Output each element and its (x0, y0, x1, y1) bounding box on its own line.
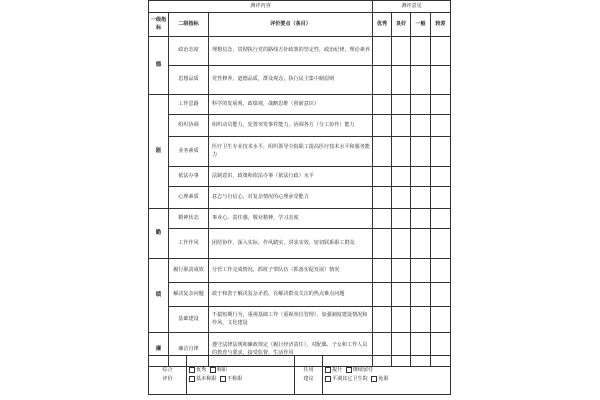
criteria-description-cell: 医疗卫生专业技术水平，组织领导全院职工提高医疗技术水平和服务能力 (209, 137, 373, 167)
criteria-description-cell: 不搞短期行为，重视基础工作（重视单位管理），加强制度建设情况和作风，文化建设 (209, 307, 373, 333)
criteria-row (149, 209, 451, 229)
criteria-description-cell: 组织动员能力，处置突发事件能力，协调各方（分工协作）能力 (209, 115, 373, 137)
sub-indicator-cell: 依法办事 (169, 167, 209, 187)
rating-cell-poor[interactable] (431, 115, 451, 137)
rating-cell-average[interactable] (411, 137, 431, 167)
rating-cell-excellent[interactable] (373, 137, 392, 167)
rating-cell-good[interactable] (392, 283, 411, 307)
category-cell: 廉 (149, 333, 169, 367)
criteria-row (149, 307, 451, 333)
sub-indicator-cell: 心理素质 (169, 187, 209, 209)
points-header: 评价要点（条目） (209, 13, 373, 37)
overall-option-competent[interactable]: 称职 (210, 366, 227, 375)
rating-cell-poor[interactable] (431, 95, 451, 115)
criteria-row (149, 95, 451, 115)
rating-cell-average[interactable] (411, 307, 431, 333)
criteria-description-cell: 党性修养，道德品质，群众观念，执行民主集中制原则 (209, 66, 373, 95)
rating-cell-poor[interactable] (431, 66, 451, 95)
criteria-row (149, 115, 451, 137)
rating-cell-poor[interactable] (431, 137, 451, 167)
rating-cell-good[interactable] (392, 37, 411, 66)
appoint-option-promote[interactable]: 提升 (325, 366, 342, 375)
overall-option-basic[interactable]: 基本称职 (189, 375, 216, 384)
rating-cell-poor[interactable] (431, 37, 451, 66)
criteria-row (149, 137, 451, 167)
rating-cell-excellent[interactable] (373, 167, 392, 187)
overall-evaluation-label: 综合 评价 (149, 356, 187, 395)
sub-indicator-cell: 精神状态 (169, 209, 209, 229)
rating-cell-excellent[interactable] (373, 66, 392, 95)
rating-cell-average[interactable] (411, 229, 431, 259)
evaluation-form (148, 0, 450, 400)
criteria-row (149, 283, 451, 307)
criteria-row (149, 259, 451, 283)
category-cell: 能 (149, 95, 169, 209)
criteria-row (149, 229, 451, 259)
rating-header-excellent: 优秀 (373, 13, 392, 37)
overall-option-excellent[interactable]: 优秀 (189, 366, 206, 375)
rating-cell-good[interactable] (392, 259, 411, 283)
rating-cell-excellent[interactable] (373, 283, 392, 307)
sub-indicator-cell: 解决复杂问题 (169, 283, 209, 307)
rating-header-good: 良好 (392, 13, 411, 37)
rating-cell-excellent[interactable] (373, 37, 392, 66)
appoint-option-dismiss[interactable]: 免职 (371, 375, 388, 384)
criteria-description-cell: 团结协作，深入实际，作风踏实，讲求实效，密切联系职工群众 (209, 229, 373, 259)
rating-cell-excellent[interactable] (373, 209, 392, 229)
rating-cell-excellent[interactable] (373, 187, 392, 209)
rating-cell-poor[interactable] (431, 307, 451, 333)
checkbox-icon[interactable] (189, 376, 195, 382)
category-cell: 德 (149, 37, 169, 95)
rating-cell-poor[interactable] (431, 259, 451, 283)
rating-cell-average[interactable] (411, 187, 431, 209)
criteria-description-cell: 科学的发展观，政绩观，战略思维（创新意识） (209, 95, 373, 115)
sub-indicator-cell: 思想品质 (169, 66, 209, 95)
category-cell: 勤 (149, 209, 169, 259)
rating-cell-average[interactable] (411, 283, 431, 307)
appoint-option-retain[interactable]: 继续留任 (346, 366, 373, 375)
rating-cell-poor[interactable] (431, 229, 451, 259)
rating-cell-average[interactable] (411, 95, 431, 115)
sub-indicator-cell: 履行职责成效 (169, 259, 209, 283)
criteria-row (149, 167, 451, 187)
criteria-row (149, 66, 451, 95)
checkbox-icon[interactable] (346, 367, 352, 373)
criteria-description-cell: 意志与自信心，对复杂情况的心理承受能力 (209, 187, 373, 209)
rating-cell-poor[interactable] (431, 167, 451, 187)
checkbox-icon[interactable] (371, 376, 377, 382)
sub-indicator-cell: 工作思路 (169, 95, 209, 115)
checkbox-icon[interactable] (220, 376, 226, 382)
checkbox-icon[interactable] (325, 367, 331, 373)
category-cell: 绩 (149, 259, 169, 333)
rating-cell-average[interactable] (411, 115, 431, 137)
level1-header: 一级指标 (149, 13, 169, 37)
summary-table (148, 355, 451, 395)
rating-cell-average[interactable] (411, 37, 431, 66)
rating-cell-average[interactable] (411, 66, 431, 95)
checkbox-icon[interactable] (210, 367, 216, 373)
criteria-description-cell: 事业心、责任感，敬业精神，学习态度 (209, 209, 373, 229)
rating-header-poor: 较差 (431, 13, 451, 37)
rating-header-average: 一般 (411, 13, 431, 37)
checkbox-icon[interactable] (325, 376, 331, 382)
sub-indicator-cell: 基础建设 (169, 307, 209, 333)
rating-cell-good[interactable] (392, 66, 411, 95)
sub-indicator-cell: 组织协调 (169, 115, 209, 137)
rating-cell-average[interactable] (411, 259, 431, 283)
rating-cell-good[interactable] (392, 137, 411, 167)
rating-cell-excellent[interactable] (373, 95, 392, 115)
criteria-description-cell: 理想信念，贯彻执行党的路线方针政策的坚定性，政治纪律，理论素养 (209, 37, 373, 66)
overall-option-incompetent[interactable]: 不称职 (220, 375, 242, 384)
rating-cell-good[interactable] (392, 229, 411, 259)
rating-cell-good[interactable] (392, 95, 411, 115)
rating-cell-poor[interactable] (431, 187, 451, 209)
criteria-description-cell: 分管工作完成情况，抓班子带队伍（抓落实促发展）情况 (209, 259, 373, 283)
sub-indicator-cell: 工作作风 (169, 229, 209, 259)
rating-cell-average[interactable] (411, 167, 431, 187)
evaluation-body (149, 37, 451, 367)
rating-cell-good[interactable] (392, 187, 411, 209)
rating-cell-excellent[interactable] (373, 307, 392, 333)
rating-cell-excellent[interactable] (373, 229, 392, 259)
sub-indicator-cell: 业务素质 (169, 137, 209, 167)
rating-cell-good[interactable] (392, 307, 411, 333)
criteria-description-cell: 敢于和善于解决复杂矛盾，在解决群众关注的热点难点问题 (209, 283, 373, 307)
rating-cell-excellent[interactable] (373, 259, 392, 283)
criteria-description-cell: 法制意识，政策和依法办事（依法行政）水平 (209, 167, 373, 187)
rating-cell-poor[interactable] (431, 209, 451, 229)
rating-cell-excellent[interactable] (373, 115, 392, 137)
rating-cell-good[interactable] (392, 167, 411, 187)
appoint-option-transfer[interactable]: 平调其它卫生院 (325, 375, 368, 384)
sub-indicator-cell: 廉洁自律 (169, 333, 209, 367)
appointment-suggestion-options (323, 356, 451, 395)
checkbox-icon[interactable] (189, 367, 195, 373)
level2-header: 二级指标 (169, 13, 209, 37)
sub-indicator-cell: 政治态度 (169, 37, 209, 66)
evaluation-table (148, 0, 451, 367)
appointment-suggestion-label: 任用 建议 (295, 356, 323, 395)
rating-cell-good[interactable] (392, 115, 411, 137)
criteria-row (149, 37, 451, 66)
rating-cell-average[interactable] (411, 209, 431, 229)
overall-evaluation-options (187, 356, 295, 395)
content-header: 测评内容 (149, 1, 373, 13)
criteria-row (149, 187, 451, 209)
rating-cell-poor[interactable] (431, 283, 451, 307)
criteria-description-cell: 遵守法律法规和廉政规定（履行经济责任），对配偶、子女和工作人员的教育与要求，接受监督，生活作风 (209, 333, 373, 367)
rating-cell-good[interactable] (392, 209, 411, 229)
opinion-header: 测评意见 (373, 1, 451, 13)
